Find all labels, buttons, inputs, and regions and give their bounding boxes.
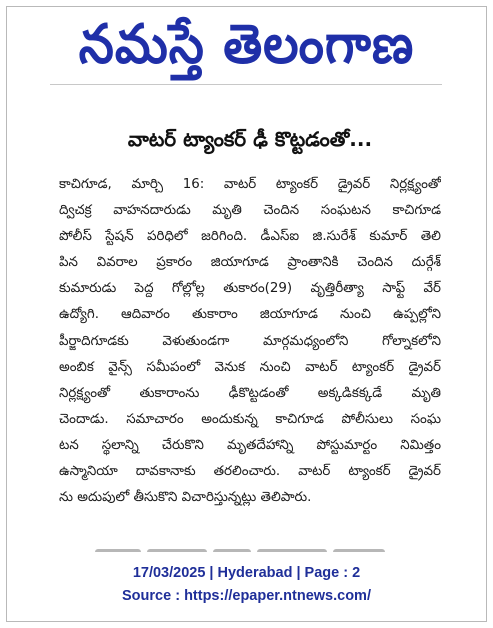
article-line: ఉద్యోగి. ఆదివారం తుకారాం జియాగూడ నుంచి ఉప్పల్లోని bbox=[59, 307, 441, 323]
article-line: కుమారుడు పెద్ద గోల్లోల్ల తుకారం(29) వృత్తిరీత్యా సాఫ్ట్‌ వేర్‌ bbox=[59, 281, 441, 297]
article-line: ను అదుపులో తీసుకొని విచారిస్తున్నట్లు తెలిపారు. bbox=[59, 490, 312, 506]
cropped-next-article-line bbox=[95, 540, 435, 552]
masthead-divider bbox=[50, 84, 442, 85]
article-line: ఉస్మానియా దావకానాకు తరలించారు. వాటర్‌ ట్యాంకర్‌ డ్రైవర్‌ bbox=[59, 464, 441, 480]
article-line: నిర్లక్ష్యంతో తుకారాంను ఢీకొట్టడంతో అక్కడికక్కడే మృతి bbox=[59, 385, 441, 401]
article-line: పిన వివరాల ప్రకారం జియాగూడ ప్రాంతానికి చెందిన దుర్గేశ్‌ bbox=[59, 255, 441, 271]
article-line: అంబిక వైన్స్‌ సమీపంలో వెనుక నుంచి వాటర్‌ ట్యాంకర్‌ డ్రైవర్‌ bbox=[59, 359, 441, 375]
article-line: చెందాడు. సమాచారం అందుకున్న కాచిగూడ పోలీసులు సంఘ bbox=[59, 411, 441, 427]
article-line: టన స్థలాన్ని చేరుకొని మృతదేహాన్ని పోస్టుమార్టం నిమిత్తం bbox=[59, 437, 441, 453]
source-label: Source : bbox=[122, 588, 185, 604]
source-link[interactable]: https://epaper.ntnews.com/ bbox=[184, 588, 371, 604]
newspaper-masthead: నమస్తే తెలంగాణ bbox=[78, 12, 415, 76]
cropped-previous-article-line bbox=[62, 93, 434, 107]
article-body bbox=[59, 172, 441, 511]
article-line: పీర్జాదిగూడకు వెళుతుండగా మార్గమధ్యంలోని గోల్నాకలోని bbox=[59, 333, 441, 349]
article-line: ద్విచక్ర వాహనదారుడు మృతి చెందిన సంఘటన కాచిగూడ bbox=[59, 203, 441, 219]
source-line bbox=[0, 586, 493, 606]
article-line: కాచిగూడ, మార్చి 16: వాటర్‌ ట్యాంకర్‌ డ్రైవర్‌ నిర్లక్ష్యంతో bbox=[59, 177, 441, 192]
edition-info: 17/03/2025 | Hyderabad | Page : 2 bbox=[132, 565, 361, 581]
article-headline: వాటర్‌ ట్యాంకర్‌ ఢీ కొట్టడంతో... bbox=[127, 127, 373, 151]
article-line: పోలీస్‌ స్టేషన్‌ పరిధిలో జరిగింది. డీఎస్‌ఐ జి.సురేశ్‌ కుమార్‌ తెలి bbox=[59, 229, 441, 245]
